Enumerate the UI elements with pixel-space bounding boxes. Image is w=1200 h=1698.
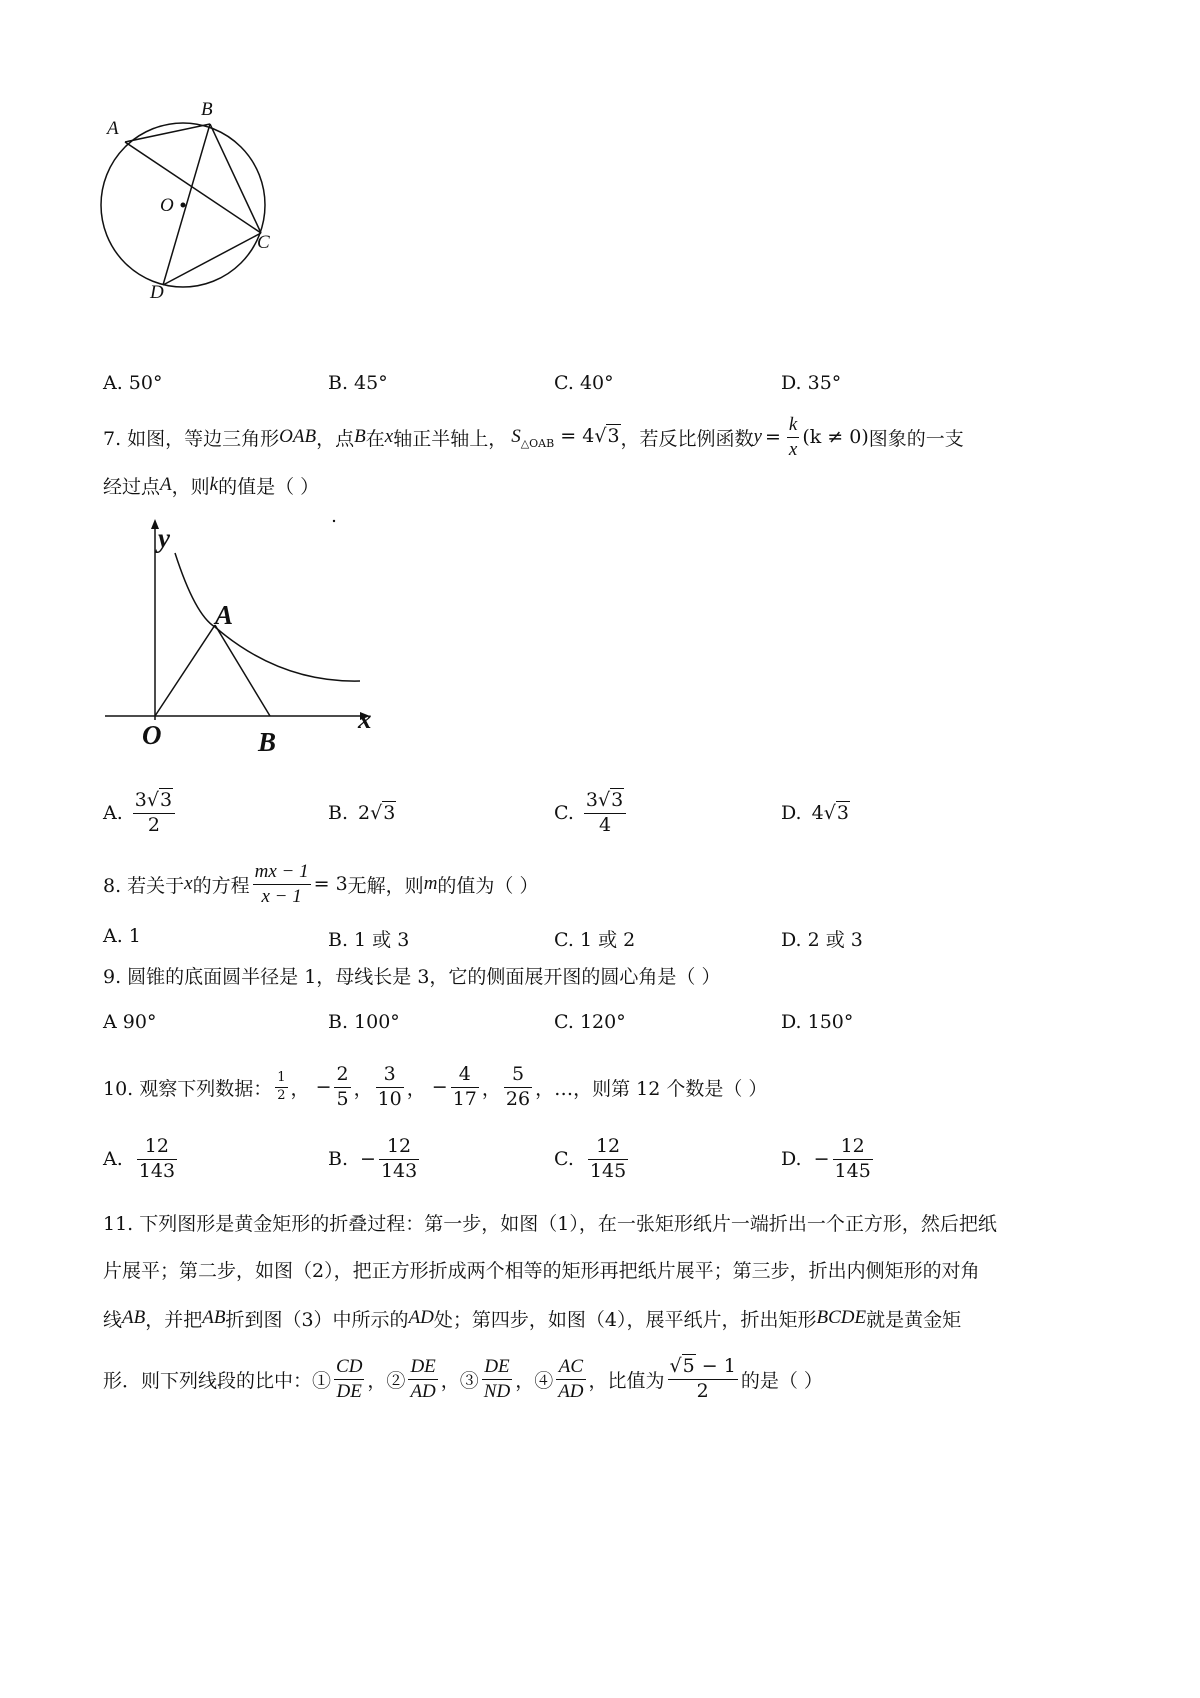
q7-option-d[interactable]: D. 4 √3: [781, 802, 849, 824]
point-label-c: C: [257, 232, 270, 253]
q9-stem: 9. 圆锥的底面圆半径是 1，母线长是 3，它的侧面展开图的圆心角是（ ）: [103, 966, 721, 988]
q10-stem: 10. 观察下列数据： $\frac{1}{2}$ ， − $\frac{2}{5}$ ， $\frac{3}{10}$ ， − $\frac{4}{17}$ ， $\frac{5}{26}$ ，…，则第 12 个数是（ ）: [103, 1062, 768, 1110]
axis-label-y: y: [158, 523, 170, 553]
sequence-fraction-3: $\frac{3}{10}$: [377, 1062, 402, 1110]
q10-option-b[interactable]: B. − $\frac{12}{143}$: [328, 1134, 418, 1182]
coordinate-figure: [100, 515, 400, 755]
ratio-1: $\frac{CD}{DE}$: [336, 1355, 363, 1402]
q11-line4: 形．则下列线段的比中：① $\frac{CD}{DE}$ ，② $\frac{DE}{AD}$ ，③ $\frac{DE}{ND}$ ，④ $\frac{AC}{AD}$ ，比值为 $\frac{√5 - 1}{2}$ 的是（ ）: [103, 1354, 823, 1402]
q7-option-a[interactable]: A. $\frac{3√3}{2}$: [103, 788, 178, 838]
sequence-fraction-4: $\frac{4}{17}$: [452, 1062, 477, 1110]
q8-option-a[interactable]: A. 1: [103, 925, 141, 947]
circle-figure: [95, 95, 295, 315]
golden-ratio-fraction: $\frac{√5 - 1}{2}$: [669, 1354, 736, 1402]
point-label-d: D: [150, 282, 164, 303]
q9-option-d[interactable]: D. 150°: [781, 1011, 854, 1033]
q9-option-b[interactable]: B. 100°: [328, 1011, 400, 1033]
point-label-a: A: [107, 118, 119, 139]
q6-option-d[interactable]: D. 35°: [781, 372, 842, 394]
point-label-o: O: [142, 720, 162, 750]
q11-line2: 片展平；第二步，如图（2），把正方形折成两个相等的矩形再把纸片展平；第三步，折出内侧矩形的对角: [103, 1260, 980, 1282]
q8-stem: 8. 若关于 x 的方程 $\frac{mx - 1}{x - 1}$ = 3 无解，则 m 的值为（ ）: [103, 860, 539, 907]
area-expression: $S_{\triangle OAB} = 4√3$: [511, 424, 620, 450]
ratio-3: $\frac{DE}{ND}$: [483, 1355, 511, 1402]
ratio-2: $\frac{DE}{AD}$: [410, 1355, 436, 1402]
sequence-fraction-2: $\frac{2}{5}$: [336, 1062, 349, 1110]
q7-option-b[interactable]: B. 2 √3: [328, 802, 396, 824]
q11-line3: 线 AB ，并把 AB 折到图（3）中所示的 AD 处；第四步，如图（4），展平纸片，折出矩形 BCDE 就是黄金矩: [103, 1307, 962, 1331]
equation-fraction: $\frac{mx - 1}{x - 1}$: [254, 860, 309, 907]
q10-option-d[interactable]: D. − $\frac{12}{145}$: [781, 1134, 871, 1182]
q7-option-c[interactable]: C. $\frac{3√3}{4}$: [554, 788, 629, 838]
q10-option-c[interactable]: C. $\frac{12}{145}$: [554, 1134, 627, 1182]
q9-option-c[interactable]: C. 120°: [554, 1011, 626, 1033]
point-label-a: A: [215, 600, 234, 630]
q6-option-b[interactable]: B. 45°: [328, 372, 388, 394]
point-label-o: O: [160, 195, 174, 216]
q7-stem-line1: 7. 如图，等边三角形 OAB ，点 B 在 x 轴正半轴上， $S_{\triangle OAB} = 4√3$ ，若反比例函数 y = $\frac{k}{x}$ (k ≠ 0) 图象的一支: [103, 413, 964, 460]
q8-option-d[interactable]: D. 2 或 3: [781, 929, 863, 951]
q6-option-c[interactable]: C. 40°: [554, 372, 614, 394]
ratio-4: $\frac{AC}{AD}$: [558, 1355, 584, 1402]
q9-option-a[interactable]: A 90°: [103, 1011, 157, 1033]
q6-option-a[interactable]: A. 50°: [103, 372, 163, 394]
axis-label-x: x: [358, 704, 372, 734]
point-label-b: B: [201, 99, 213, 120]
q11-line1: 11. 下列图形是黄金矩形的折叠过程：第一步，如图（1），在一张矩形纸片一端折出一个正方形，然后把纸: [103, 1213, 997, 1235]
k-over-x-fraction: $\frac{k}{x}$: [788, 413, 798, 460]
q7-stem-line2: 经过点 A ，则 k 的值是（ ）: [103, 474, 320, 498]
q10-option-a[interactable]: A. $\frac{12}{143}$: [103, 1134, 176, 1182]
sequence-fraction-5: $\frac{5}{26}$: [505, 1062, 531, 1110]
q8-option-b[interactable]: B. 1 或 3: [328, 929, 410, 951]
sequence-fraction-1: $\frac{1}{2}$: [277, 1070, 286, 1103]
point-label-b: B: [258, 727, 277, 757]
q8-option-c[interactable]: C. 1 或 2: [554, 929, 636, 951]
